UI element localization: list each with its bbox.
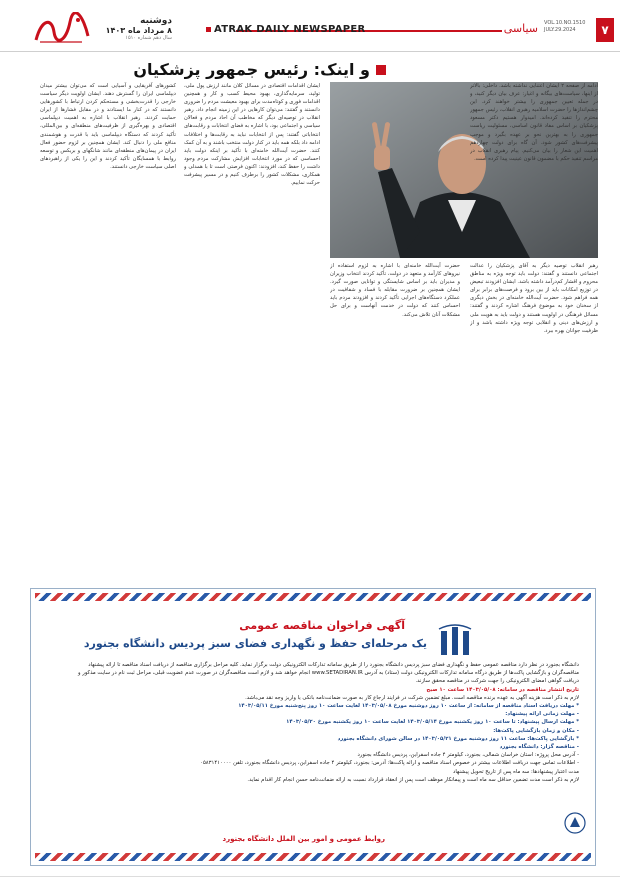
article-column-6: [330, 262, 460, 562]
ad-bottom-stripe: [35, 853, 591, 861]
ad-line: - اطلاعات تماس جهت دریافت اطلاعات بیشتر در خصوص اسناد مناقصه و ارائه پاکت‌ها: آدرس: بجنورد، کیلومتر ۴ جاده اسفراین، پردیس دانشگاه بجنورد، تلفن ۰۵۸۳۱۴۱۰۰۰۰: [200, 760, 579, 767]
article-column-5: [470, 262, 598, 562]
page-number: ۷: [596, 18, 614, 42]
column-3-text: ایشان اقدامات اقتصادی در مسائل کلان مانند ارزش پول ملی، تولید، سرمایه‌گذاری، بهبود محیط کسب و کار و همچنین اقدامات فوری و کوتاه‌مدت برای بهبود معیشت مردم را ضروری دانستند و گفتند: می‌توان کارهایی در این زمینه انجام داد. رهبر انقلاب در توصیه‌ای دیگر که مخاطب آن احاد مردم و فعالان سیاسی و اجتماعی بود، با اشاره به فضای انتخابات و رقابت‌های انتخاباتی گفتند: پس از انتخابات نباید به رقابت‌ها و اختلافات ادامه داد بلکه همه باید در کنار دولت منتخب باشند و به آن کمک کنند. حضرت آیت‌الله خامنه‌ای با تأکید بر اینکه دولت باید احساسی که در مورد انتخابات افزایش مشارکت مردم وجود داشت را حفظ کند، افزودند: اکنون فرصتی است تا با همدلی و همکاری، مشکلات کشور را برطرف کنیم و در مسیر پیشرفت حرکت نماییم.: [184, 83, 320, 187]
ad-line: - مهلت زمانی ارائه پیشنهاد:: [505, 711, 579, 718]
ad-footer: روابط عمومی و امور بین الملل دانشگاه بجنورد: [222, 835, 385, 843]
article-column-3: [184, 82, 320, 568]
ad-top-stripe: [35, 593, 591, 601]
emblem-icon: [563, 811, 587, 835]
column-4-text: کشورهای آفریقایی و آسیایی است که می‌توان بیشتر میدان دیپلماسی ایران را گسترش دهند. ایشان اولویت دیگر سیاست خارجی را قدرت‌بخشی و مستحکم کردن ارتباط با کشورهایی دانستند که در کنار ما ایستادند و در مقابل فشارها از ایران حمایت کردند. رهبر انقلاب با اشاره به اهمیت دیپلماسی اقتصادی و بهره‌گیری از ظرفیت‌های منطقه‌ای و بین‌المللی، تأکید کردند که دستگاه دیپلماسی باید با قدرت و هوشمندی منافع ملی را دنبال کند. ایشان همچنین بر لزوم حضور فعال ایران در پیمان‌های منطقه‌ای مانند شانگهای و بریکس و توسعه روابط با همسایگان تأکید کردند و این را یکی از راهبردهای اصلی سیاست خارجی دانستند.: [40, 83, 176, 170]
atrak-logo: [30, 12, 92, 48]
issue-subline: سال دهم شماره ۱۵۱۰: [125, 35, 172, 41]
university-logo-icon: [435, 623, 475, 659]
article-column-4: [40, 82, 176, 568]
issue-date-block: [100, 16, 172, 41]
tender-advertisement: [30, 588, 596, 866]
newspaper-header: [0, 0, 620, 52]
issue-date-en: JULY.29.2024: [544, 27, 576, 33]
column-5-text: رهبر انقلاب توصیه دیگر به آقای پزشکیان را عدالت اجتماعی دانستند و گفتند: دولت باید توجه ویژه به مناطق محروم و اقشار کم‌درآمد داشته باشد. ایشان افزودند تبعیض در توزیع امکانات باید از بین برود و فرصت‌های برابر برای همه فراهم شود. حضرت آیت‌الله خامنه‌ای در بخش دیگری از سخنان خود به موضوع فرهنگ اشاره کردند و گفتند: مسائل فرهنگی در اولویت هستند و دولت باید به هویت ملی و ارزش‌های دینی و انقلابی توجه ویژه داشته باشد و از ظرفیت جوانان بهره ببرد.: [470, 263, 598, 334]
ad-subtitle: یک مرحله‌ای حفظ و نگهداری فضای سبز پردیس دانشگاه بجنورد: [83, 637, 427, 650]
ad-line: * مهلت دریافت اسناد مناقصه از سامانه: از ساعت ۱۰ روز دوشنبه مورخ ۱۴۰۳/۰۵/۰۸ لغایت ساعت ۱۰ روز پنج‌شنبه مورخ ۱۴۰۳/۰۵/۱۱: [238, 703, 579, 710]
ad-line: - مکان و زمان بازگشایی پاکت‌ها:: [493, 727, 579, 734]
ad-line: - مناقصه گزار: دانشگاه بجنورد: [499, 744, 579, 751]
headline-marker-icon: [374, 63, 388, 77]
article-headline: و اینک: رئیس جمهور پزشکیان: [133, 60, 370, 79]
ad-line: مدت اعتبار پیشنهادها: سه ماه پس از تاریخ تحویل پیشنهاد: [453, 768, 579, 775]
volume-info: [544, 20, 592, 34]
ad-line: لازم به ذکر است مدت تضمین حداقل سه ماه است و پیمانکار موظف است پس از انعقاد قرارداد نسبت به ارائه ضمانت‌نامه حسن انجام کار اقدام نماید.: [247, 776, 579, 783]
english-masthead: ATRAK DAILY NEWSPAPER: [206, 24, 366, 35]
article-column-1: [470, 82, 598, 240]
ad-line: * بازگشایی پاکت‌ها: ساعت ۱۱ روز دوشنبه مورخ ۱۴۰۳/۰۵/۲۱ در سالن شورای دانشگاه بجنورد: [337, 735, 579, 742]
issue-date: ۸ مرداد ماه ۱۴۰۳: [105, 26, 172, 35]
ad-body: [73, 661, 579, 784]
ad-line: * مهلت ارسال پیشنهاد: تا ساعت ۱۰ روز یکشنبه مورخ ۱۴۰۳/۰۵/۱۴ لغایت ساعت ۱۰ روز یکشنبه مورخ ۱۴۰۳/۰۵/۲۰: [286, 719, 579, 726]
column-6-text: حضرت آیت‌الله خامنه‌ای با اشاره به لزوم استفاده از نیروهای کارآمد و متعهد در دولت، تأکید کردند انتخاب وزیران و مدیران باید بر اساس شایستگی و توانایی صورت گیرد. ایشان همچنین بر ضرورت مقابله با فساد و شفافیت در عملکرد دستگاه‌های اجرایی تأکید کردند و افزودند مردم باید احساس کنند که دولت در خدمت آنهاست و برای حل مشکلات آنان تلاش می‌کند.: [330, 263, 460, 318]
ad-line: تاریخ انتشار مناقصه در سامانه: ۱۴۰۳/۰۵/۰۸ ساعت ۱۰ صبح: [426, 686, 579, 693]
volume-number: VOL.10.NO.1510: [544, 20, 586, 26]
ad-line: - آدرس محل پروژه: استان خراسان شمالی، بجنورد، کیلومتر ۴ جاده اسفراین، پردیس دانشگاه بجنورد: [357, 752, 579, 759]
page-bottom-rule: [0, 876, 620, 877]
ad-line: لازم به ذکر است هزینه آگهی به عهده برنده مناقصه است. مبلغ تضمین شرکت در فرایند ارجاع کار به صورت ضمانت‌نامه بانکی یا واریز وجه نقد می‌باشد.: [245, 694, 579, 701]
section-label: سیاسی: [503, 22, 538, 35]
ad-title: آگهی فراخوان مناقصه عمومی: [239, 619, 405, 632]
column-1-text: ادامه از صفحه ۲ ایشان اعتنایی نداشته باشد. داخلی: بالاتر از اینها، سیاست‌های بیگانه و اغیار: عرف بیان دیگر کنید، و در جمله تعیین جمهوری را بیشتر خواهند کرد. این چشم‌اندازها را حضرت اسلامیه رهبری انقلاب، رئیس جمهور محترم را تنفیذ کرده‌اند. امیدوار هستیم دکتر مسعود پزشکیان بر اساس مفاد قانون اساسی، مسئولیت ریاست جمهوری را به بهترین نحو بر عهده بگیرد و موجب پیشرفت‌های کشور شود. آن گاه برای دولت چهاردهم اهمیت این شعار را بیان می‌کنیم. پیام رهبری انقلاب در مراسم تنفیذ حکم با مضمون قانون عینیت پیدا کرده است.: [470, 83, 598, 162]
ad-line: دانشگاه بجنورد در نظر دارد مناقصه عمومی حفظ و نگهداری فضای سبز پردیس دانشگاه بجنورد را از طریق سامانه تدارکات الکترونیکی دولت برگزار نماید. کلیه مراحل برگزاری مناقصه از دریافت اسناد مناقصه تا ارائه پیشنهاد مناقصه‌گران و بازگشایی پاکت‌ها از طریق درگاه سامانه تدارکات الکترونیکی دولت (ستاد) به آدرس www.SETADIRAN.IR انجام خواهد شد و لازم است مناقصه‌گران در صورت عدم عضویت قبلی، مراحل ثبت نام در سایت مذکور و دریافت گواهی امضای الکترونیکی را جهت شرکت در مناقصه محقق سازند.: [78, 662, 579, 685]
weekday: دوشنبه: [140, 16, 172, 26]
